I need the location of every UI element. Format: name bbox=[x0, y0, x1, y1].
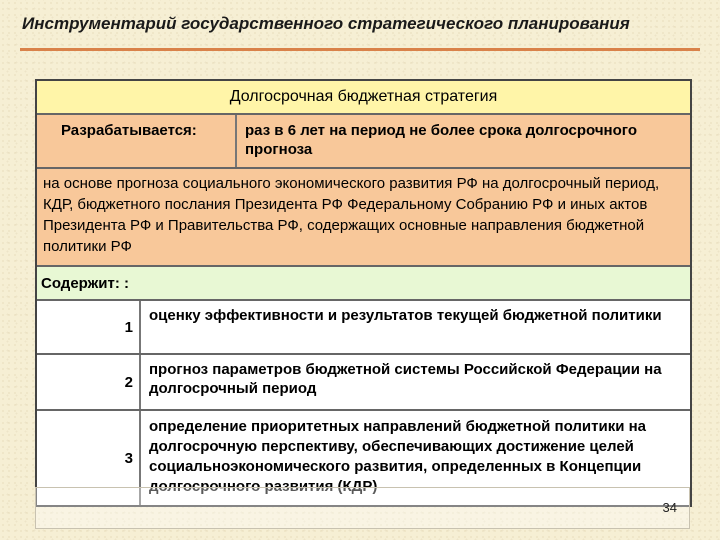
page-number: 34 bbox=[662, 500, 677, 515]
footer-area bbox=[35, 487, 690, 529]
title-divider bbox=[20, 48, 700, 51]
basis-text: на основе прогноза социального экономического развития РФ на долгосрочный период, КДР, бюджетного послания Президента РФ Федеральному Собранию РФ и иных актов Президента РФ и Правительства РФ, содержащих основные направления бюджетной политики РФ bbox=[43, 175, 660, 255]
item-number: 3 bbox=[37, 411, 141, 505]
basis-row bbox=[37, 169, 690, 267]
item-text: оценку эффективности и результатов текущей бюджетной политики bbox=[149, 307, 662, 324]
develop-row bbox=[37, 115, 690, 169]
item-text: определение приоритетных направлений бюджетной политики на долгосрочную перспективу, обеспечивающих достижение целей социальноэкономического развития, определенных в Концепции долгосрочного развития (КДР) bbox=[149, 418, 646, 495]
table-heading: Долгосрочная бюджетная стратегия bbox=[229, 88, 498, 105]
table-row bbox=[37, 355, 690, 411]
strategy-table bbox=[35, 79, 692, 507]
item-number: 2 bbox=[37, 355, 141, 409]
slide-title: Инструментарий государственного стратегического планирования bbox=[22, 14, 630, 33]
contains-row bbox=[37, 267, 690, 301]
develop-label: Разрабатывается: bbox=[37, 115, 237, 167]
item-text: прогноз параметров бюджетной системы Российской Федерации на долгосрочный период bbox=[149, 361, 662, 397]
item-number: 1 bbox=[37, 301, 141, 353]
table-heading-row bbox=[37, 81, 690, 115]
contains-label: Содержит: : bbox=[41, 274, 129, 292]
table-row bbox=[37, 301, 690, 355]
develop-value: раз в 6 лет на период не более срока долгосрочного прогноза bbox=[245, 122, 637, 158]
